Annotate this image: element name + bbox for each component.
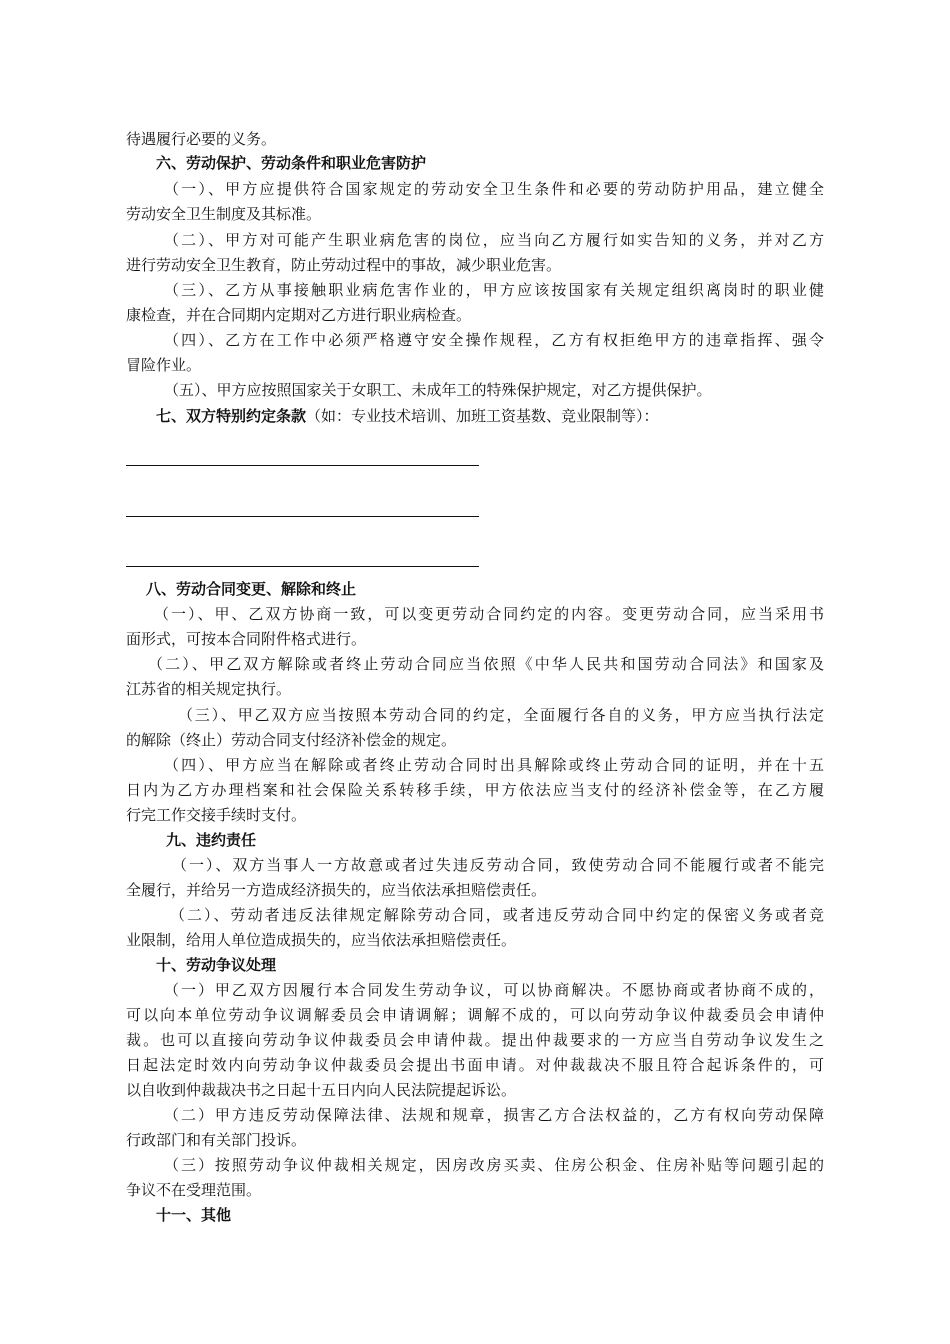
text-line: 全履行，并给另一方造成经济损失的，应当依法承担赔偿责任。 <box>126 881 547 899</box>
text-line: （三）按照劳动争议仲裁相关规定，因房改房买卖、住房公积金、住房补贴等问题引起的 <box>164 1156 824 1174</box>
section-7-title: 七、双方特别约定条款 <box>156 407 307 425</box>
text-line: 待遇履行必要的义务。 <box>126 130 277 148</box>
blank-line <box>126 566 479 567</box>
section-7-heading <box>156 405 659 429</box>
text-line: 劳动安全卫生制度及其标准。 <box>126 205 322 223</box>
text-line: 业限制，给用人单位造成损失的，应当依法承担赔偿责任。 <box>126 931 517 949</box>
section-11-heading: 十一、其他 <box>156 1206 232 1224</box>
text-line: 冒险作业。 <box>126 356 202 374</box>
section-7-note: （如：专业技术培训、加班工资基数、竞业限制等）： <box>306 407 659 425</box>
text-line: （一）、甲、乙双方协商一致，可以变更劳动合同约定的内容。变更劳动合同，应当采用书 <box>154 605 824 623</box>
blank-line <box>126 516 479 517</box>
text-line: 进行劳动安全卫生教育，防止劳动过程中的事故，减少职业危害。 <box>126 256 562 274</box>
text-line: （二）、劳动者违反法律规定解除劳动合同，或者违反劳动合同中约定的保密义务或者竞 <box>170 906 824 924</box>
text-line: （五）、甲方应按照国家关于女职工、未成年工的特殊保护规定，对乙方提供保护。 <box>164 381 712 399</box>
text-line: 日内为乙方办理档案和社会保险关系转移手续，甲方依法应当支付的经济补偿金等，在乙方履 <box>126 781 824 799</box>
text-line: 日起法定时效内向劳动争议仲裁委员会提出书面申请。对仲裁裁决不服且符合起诉条件的，可 <box>126 1056 824 1074</box>
text-line: 以自收到仲裁裁决书之日起十五日内向人民法院提起诉讼。 <box>126 1081 517 1099</box>
section-10-heading: 十、劳动争议处理 <box>156 956 277 974</box>
text-line: （一）甲乙双方因履行本合同发生劳动争议，可以协商解决。不愿协商或者协商不成的， <box>164 981 824 999</box>
text-line: 行政部门和有关部门投诉。 <box>126 1131 307 1149</box>
text-line: 可以向本单位劳动争议调解委员会申请调解；调解不成的，可以向劳动争议仲裁委员会申请仲 <box>126 1006 824 1024</box>
text-line: （一）、双方当事人一方故意或者过失违反劳动合同，致使劳动合同不能履行或者不能完 <box>172 856 824 874</box>
section-8-heading: 八、劳动合同变更、解除和终止 <box>146 580 357 598</box>
text-line: （二）、甲乙双方解除或者终止劳动合同应当依照《中华人民共和国劳动合同法》和国家及 <box>148 655 824 673</box>
text-line: （三）、乙方从事接触职业病危害作业的，甲方应该按国家有关规定组织离岗时的职业健 <box>164 281 824 299</box>
text-line: （四）、甲方应当在解除或者终止劳动合同时出具解除或终止劳动合同的证明，并在十五 <box>164 756 824 774</box>
section-6-heading: 六、劳动保护、劳动条件和职业危害防护 <box>156 154 427 172</box>
blank-line <box>126 465 479 466</box>
text-line: 行完工作交接手续时支付。 <box>126 806 307 824</box>
text-line: （四）、乙方在工作中必须严格遵守安全操作规程，乙方有权拒绝甲方的违章指挥、强令 <box>164 331 824 349</box>
text-line: 康检查，并在合同期内定期对乙方进行职业病检查。 <box>126 306 472 324</box>
text-line: 裁。也可以直接向劳动争议仲裁委员会申请仲裁。提出仲裁要求的一方应当自劳动争议发生之 <box>126 1031 824 1049</box>
text-line: （三）、甲乙双方应当按照本劳动合同的约定，全面履行各自的义务，甲方应当执行法定 <box>178 706 824 724</box>
text-line: （一）、甲方应提供符合国家规定的劳动安全卫生条件和必要的劳动防护用品，建立健全 <box>164 180 824 198</box>
section-9-heading: 九、违约责任 <box>166 831 257 849</box>
text-line: 面形式，可按本合同附件格式进行。 <box>126 630 367 648</box>
text-line: （二）、甲方对可能产生职业病危害的岗位，应当向乙方履行如实告知的义务，并对乙方 <box>164 231 824 249</box>
text-line: （二）甲方违反劳动保障法律、法规和规章，损害乙方合法权益的，乙方有权向劳动保障 <box>164 1106 824 1124</box>
text-line: 争议不在受理范围。 <box>126 1181 262 1199</box>
text-line: 江苏省的相关规定执行。 <box>126 680 292 698</box>
text-line: 的解除（终止）劳动合同支付经济补偿金的规定。 <box>126 731 457 749</box>
